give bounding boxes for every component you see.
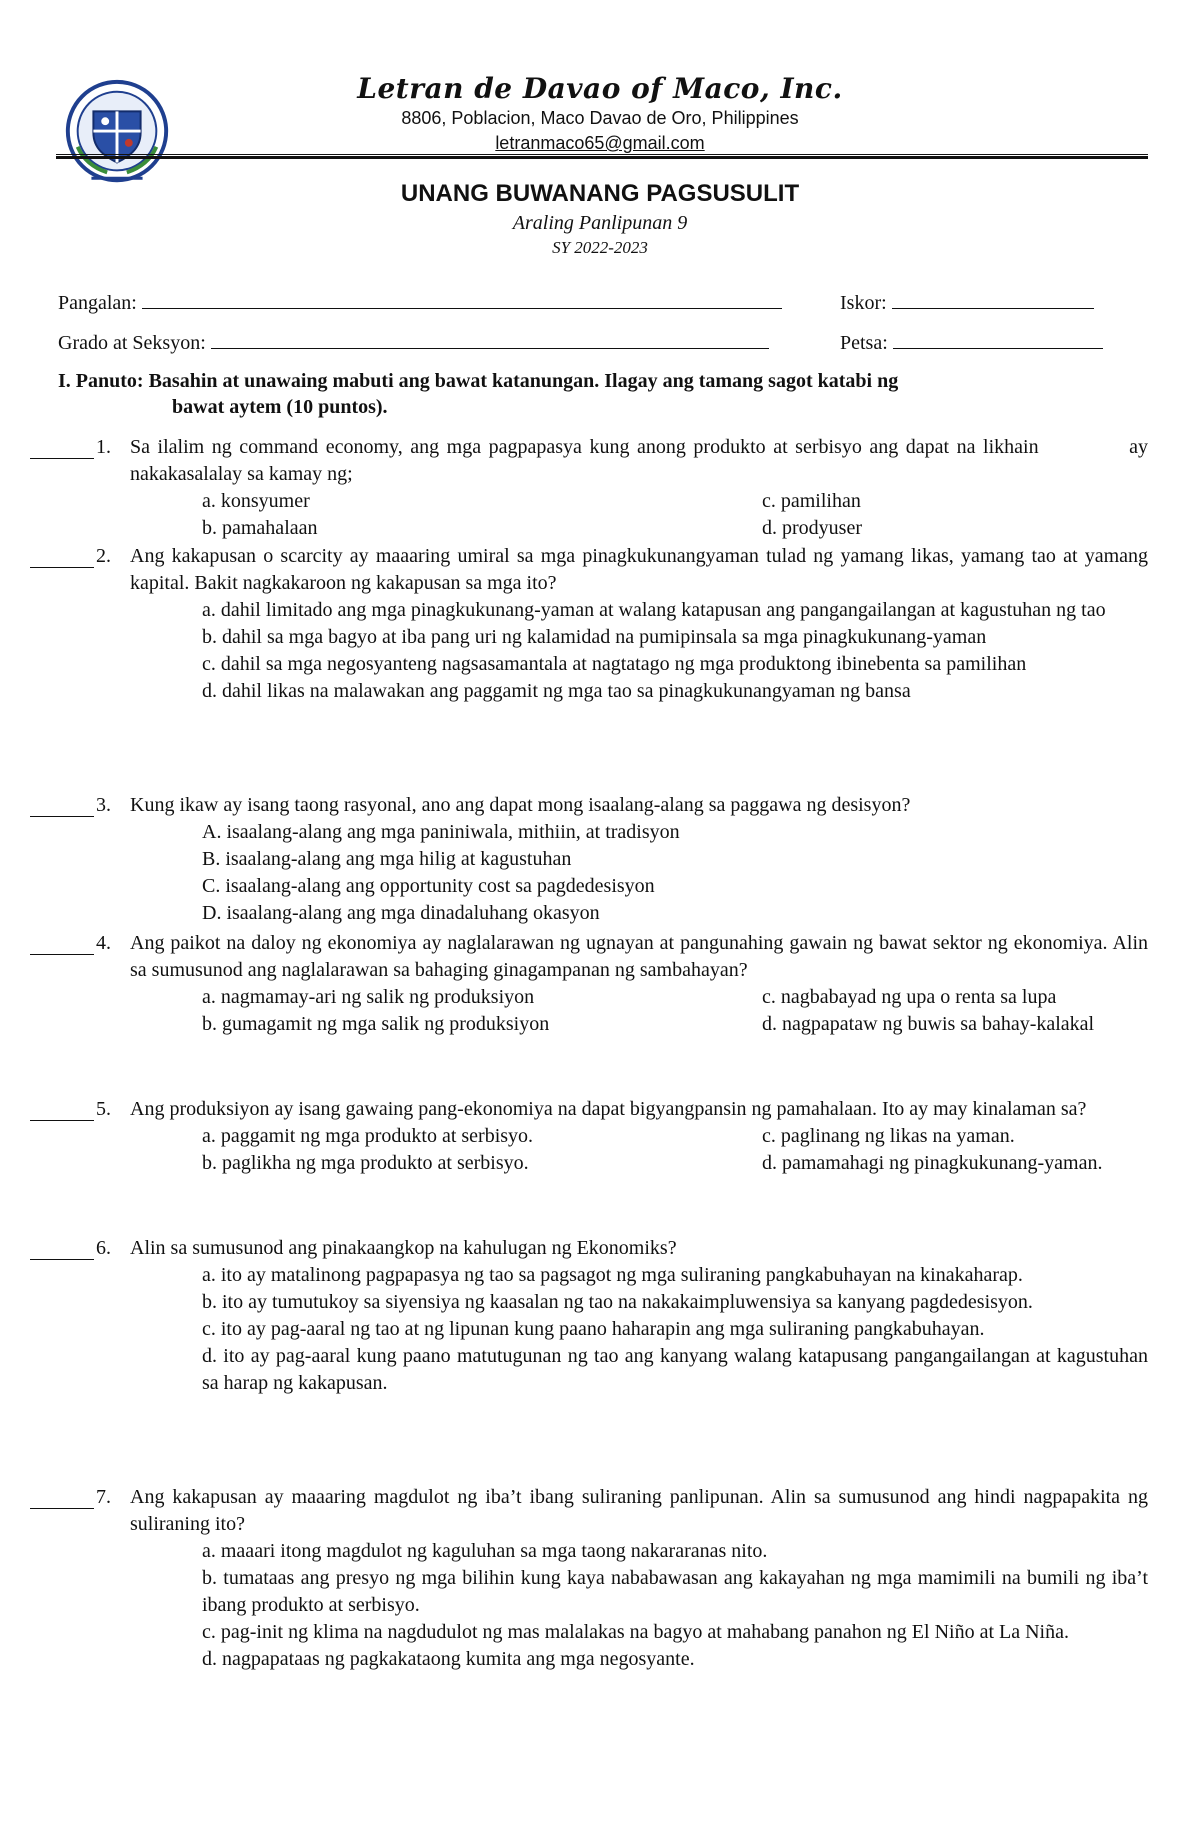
question-number: 2. <box>96 545 111 567</box>
answer-blank[interactable] <box>30 1096 94 1121</box>
question-3 <box>30 792 1148 927</box>
answer-blank[interactable] <box>30 1235 94 1260</box>
question-7 <box>30 1484 1148 1673</box>
answer-blank[interactable] <box>30 1484 94 1509</box>
question-6 <box>30 1235 1148 1397</box>
option: c. pag-init ng klima na nagdudulot ng mas malalakas na bagyo at mahabang panahon ng El Niño at La Niña. <box>202 1621 1069 1643</box>
option: D. isaalang-alang ang mga dinadaluhang okasyon <box>202 902 600 924</box>
instructions-line-2: bawat aytem (10 puntos). <box>172 396 388 418</box>
school-address: 8806, Poblacion, Maco Davao de Oro, Philippines <box>401 108 799 128</box>
name-field <box>58 290 782 315</box>
question-text: Ang paikot na daloy ng ekonomiya ay naglalarawan ng ugnayan at pangunahing gawain ng bawat sektor ng ekonomiya. Alin sa sumusunod ang naglalarawan sa bahaging ginagampanan ng sambahayan? <box>130 932 1148 981</box>
score-field <box>840 290 1094 315</box>
exam-title: UNANG BUWANANG PAGSUSULIT <box>400 180 800 207</box>
option: b. pamahalaan <box>202 517 318 539</box>
option: c. paglinang ng likas na yaman. <box>762 1125 1015 1147</box>
question-number: 5. <box>96 1098 111 1120</box>
option: d. ito ay pag-aaral kung paano matutugunan ng tao ang kanyang walang katapusang pangangailangan at kagustuhan sa harap ng kakapusan. <box>202 1345 1148 1394</box>
header-divider-thick <box>56 156 1148 159</box>
option: c. dahil sa mga negosyanteng nagsasamantala at nagtatago ng mga produktong ibinebenta sa pamilihan <box>202 653 1027 675</box>
option: d. dahil likas na malawakan ang paggamit ng mga tao sa pinagkukunangyaman ng bansa <box>202 680 911 702</box>
option: b. tumataas ang presyo ng mga bilihin kung kaya nababawasan ang kakayahan ng mga mamimili na bumili ng iba’t ibang produkto at serbisyo. <box>202 1567 1148 1616</box>
option: a. ito ay matalinong pagpapasya ng tao sa pagsagot ng mga suliraning pangkabuhayan na kinakaharap. <box>202 1264 1023 1286</box>
option: a. konsyumer <box>202 490 310 512</box>
option: b. dahil sa mga bagyo at iba pang uri ng kalamidad na pumipinsala sa mga pinagkukunang-yaman <box>202 626 987 648</box>
option: d. nagpapataw ng buwis sa bahay-kalakal <box>762 1013 1095 1035</box>
grade-section-blank[interactable] <box>211 330 769 349</box>
instructions <box>58 368 1148 420</box>
option: b. gumagamit ng mga salik ng produksiyon <box>202 1013 550 1035</box>
question-4 <box>30 930 1148 1038</box>
date-field <box>840 330 1103 355</box>
name-blank[interactable] <box>142 290 782 309</box>
header-divider-thin <box>56 154 1148 155</box>
date-label: Petsa: <box>840 332 888 354</box>
question-text: Kung ikaw ay isang taong rasyonal, ano ang dapat mong isaalang-alang sa paggawa ng desisyon? <box>130 794 911 816</box>
option: b. paglikha ng mga produkto at serbisyo. <box>202 1152 529 1174</box>
question-text: Ang kakapusan ay maaaring magdulot ng iba’t ibang suliraning panlipunan. Alin sa sumusunod ang hindi nagpapakita ng suliraning ito? <box>130 1486 1148 1535</box>
option: a. dahil limitado ang mga pinagkukunang-yaman at walang katapusan ang pangangailangan at kagustuhan ng tao <box>202 599 1106 621</box>
score-label: Iskor: <box>840 292 887 314</box>
question-2 <box>30 543 1148 705</box>
option: d. pamamahagi ng pinagkukunang-yaman. <box>762 1152 1103 1174</box>
name-label: Pangalan: <box>58 292 137 314</box>
score-blank[interactable] <box>892 290 1094 309</box>
question-number: 1. <box>96 436 111 458</box>
question-number: 7. <box>96 1486 111 1508</box>
question-text: Sa ilalim ng command economy, ang mga pagpapasya kung anong produkto at serbisyo ang dapat na likhain ay nakakasalalay sa kamay ng; <box>130 436 1153 485</box>
instructions-line-1: I. Panuto: Basahin at unawaing mabuti ang bawat katanungan. Ilagay ang tamang sagot katabi ng <box>58 370 899 392</box>
answer-blank[interactable] <box>30 543 94 568</box>
option: C. isaalang-alang ang opportunity cost sa pagdedesisyon <box>202 875 655 897</box>
option: c. ito ay pag-aaral ng tao at ng lipunan kung paano haharapin ang mga suliraning pangkabuhayan. <box>202 1318 985 1340</box>
answer-blank[interactable] <box>30 434 94 459</box>
question-number: 4. <box>96 932 111 954</box>
school-email[interactable]: letranmaco65@gmail.com <box>495 133 705 153</box>
school-name: Letran de Davao of Maco, Inc. <box>357 72 843 105</box>
grade-section-field <box>58 330 769 355</box>
question-number: 6. <box>96 1237 111 1259</box>
question-5 <box>30 1096 1148 1177</box>
option: c. pamilihan <box>762 490 861 512</box>
exam-subject: Araling Panlipunan 9 <box>512 212 688 234</box>
question-text: Alin sa sumusunod ang pinakaangkop na kahulugan ng Ekonomiks? <box>130 1237 677 1259</box>
question-text: Ang produksiyon ay isang gawaing pang-ekonomiya na dapat bigyangpansin ng pamahalaan. Ito ay may kinalaman sa? <box>130 1098 1087 1120</box>
question-1 <box>30 434 1153 542</box>
answer-blank[interactable] <box>30 792 94 817</box>
option: c. nagbabayad ng upa o renta sa lupa <box>762 986 1057 1008</box>
grade-section-label: Grado at Seksyon: <box>58 332 206 354</box>
question-number: 3. <box>96 794 111 816</box>
option: A. isaalang-alang ang mga paniniwala, mithiin, at tradisyon <box>202 821 680 843</box>
option: a. maaari itong magdulot ng kaguluhan sa mga taong nakararanas nito. <box>202 1540 768 1562</box>
option: a. nagmamay-ari ng salik ng produksiyon <box>202 986 535 1008</box>
question-text: Ang kakapusan o scarcity ay maaaring umiral sa mga pinagkukunangyaman tulad ng yamang likas, yamang tao at yamang kapital. Bakit nagkakaroon ng kakapusan sa mga ito? <box>130 545 1148 594</box>
option: B. isaalang-alang ang mga hilig at kagustuhan <box>202 848 572 870</box>
option: b. ito ay tumutukoy sa siyensiya ng kaasalan ng tao na nakakaimpluwensiya sa kanyang pagdedesisyon. <box>202 1291 1033 1313</box>
date-blank[interactable] <box>893 330 1103 349</box>
answer-blank[interactable] <box>30 930 94 955</box>
option: a. paggamit ng mga produkto at serbisyo. <box>202 1125 534 1147</box>
option: d. prodyuser <box>762 517 862 539</box>
option: d. nagpapataas ng pagkakataong kumita ang mga negosyante. <box>202 1648 695 1670</box>
exam-school-year: SY 2022-2023 <box>552 238 648 257</box>
